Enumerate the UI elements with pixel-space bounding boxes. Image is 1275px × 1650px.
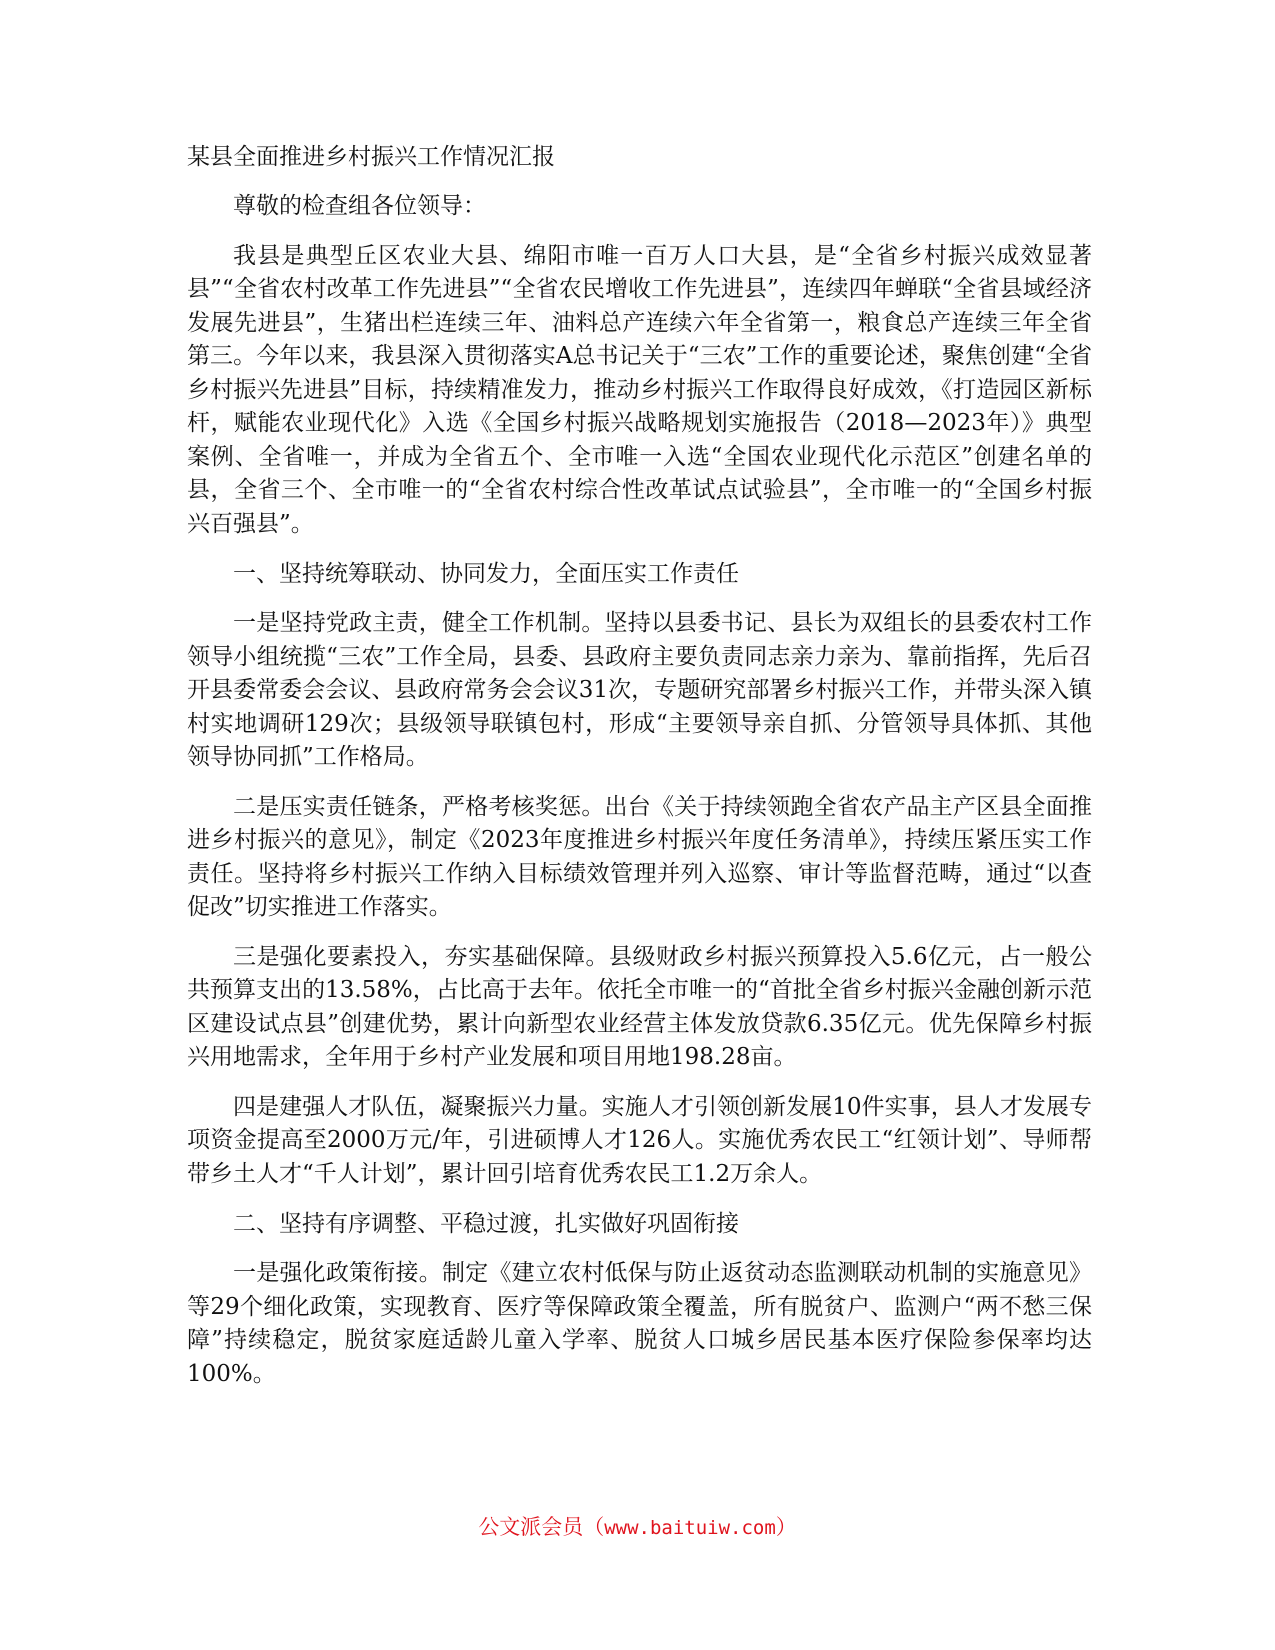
salutation: 尊敬的检查组各位领导： — [233, 193, 486, 219]
footer-label: 公文派会员（ — [478, 1515, 605, 1539]
footer-url-link[interactable]: www.baituiw.com — [604, 1517, 776, 1539]
footer-close: ） — [775, 1515, 797, 1539]
document-title: 某县全面推进乡村振兴工作情况汇报 — [187, 144, 555, 170]
section-1-paragraph-4: 四是建强人才队伍，凝聚振兴力量。实施人才引领创新发展10件实事，县人才发展专项资金提高至2000万元/年，引进硕博人才126人。实施优秀农民工“红领计划”、导师帮带乡土人才“千人计划”，累计回引培育优秀农民工1.2万余人。 — [187, 1093, 1092, 1187]
footer-watermark — [0, 1512, 1275, 1543]
section-1-paragraph-1: 一是坚持党政主责，健全工作机制。坚持以县委书记、县长为双组长的县委农村工作领导小组统揽“三农”工作全局，县委、县政府主要负责同志亲力亲为、靠前指挥，先后召开县委常委会会议、县政府常务会会议31次，专题研究部署乡村振兴工作，并带头深入镇村实地调研129次；县级领导联镇包村，形成“主要领导亲自抓、分管领导具体抓、其他领导协同抓”工作格局。 — [187, 610, 1092, 770]
section-2-heading: 二、坚持有序调整、平稳过渡，扎实做好巩固衔接 — [233, 1211, 739, 1237]
document-page — [187, 140, 1092, 1407]
section-1-paragraph-2: 二是压实责任链条，严格考核奖惩。出台《关于持续领跑全省农产品主产区县全面推进乡村振兴的意见》，制定《2023年度推进乡村振兴年度任务清单》，持续压紧压实工作责任。坚持将乡村振兴工作纳入目标绩效管理并列入巡察、审计等监督范畴，通过“以查促改”切实推进工作落实。 — [187, 793, 1092, 920]
section-2-paragraph-1: 一是强化政策衔接。制定《建立农村低保与防止返贫动态监测联动机制的实施意见》等29个细化政策，实现教育、医疗等保障政策全覆盖，所有脱贫户、监测户“两不愁三保障”持续稳定，脱贫家庭适龄儿童入学率、脱贫人口城乡居民基本医疗保险参保率均达100%。 — [187, 1260, 1092, 1387]
section-1-heading: 一、坚持统筹联动、协同发力，全面压实工作责任 — [233, 561, 739, 587]
intro-paragraph: 我县是典型丘区农业大县、绵阳市唯一百万人口大县，是“全省乡村振兴成效显著县”“全省农村改革工作先进县”“全省农民增收工作先进县”，连续四年蝉联“全省县域经济发展先进县”，生猪出栏连续三年、油料总产连续六年全省第一，粮食总产连续三年全省第三。今年以来，我县深入贯彻落实A总书记关于“三农”工作的重要论述，聚焦创建“全省乡村振兴先进县”目标，持续精准发力，推动乡村振兴工作取得良好成效，《打造园区新标杆，赋能农业现代化》入选《全国乡村振兴战略规划实施报告（2018—2023年）》典型案例、全省唯一，并成为全省五个、全市唯一入选“全国农业现代化示范区”创建名单的县，全省三个、全市唯一的“全省农村综合性改革试点试验县”，全市唯一的“全国乡村振兴百强县”。 — [187, 242, 1092, 537]
section-1-paragraph-3: 三是强化要素投入，夯实基础保障。县级财政乡村振兴预算投入5.6亿元，占一般公共预算支出的13.58%，占比高于去年。依托全市唯一的“首批全省乡村振兴金融创新示范区建设试点县”创建优势，累计向新型农业经营主体发放贷款6.35亿元。优先保障乡村振兴用地需求，全年用于乡村产业发展和项目用地198.28亩。 — [187, 943, 1092, 1070]
